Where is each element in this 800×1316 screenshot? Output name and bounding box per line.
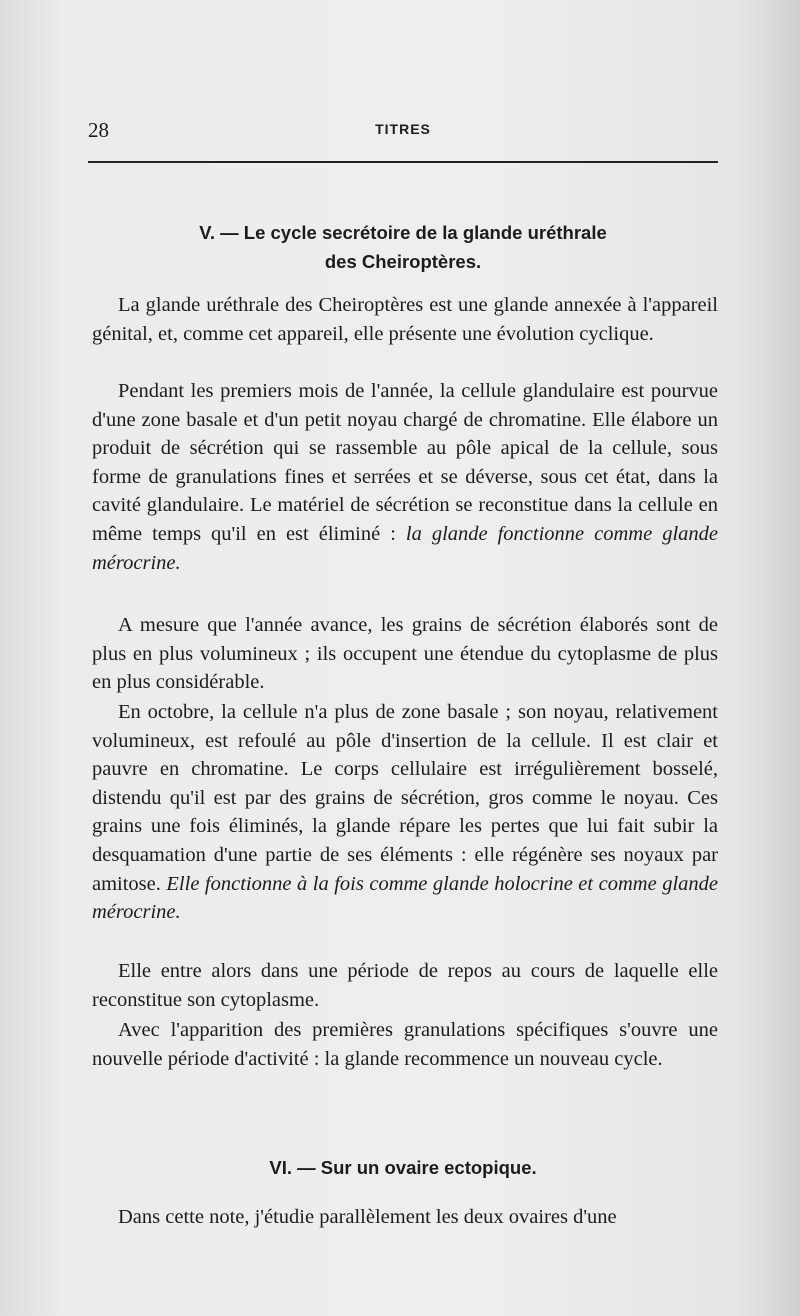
section-vi-title: VI. — Sur un ovaire ectopique. (269, 1157, 537, 1178)
section-vi-heading (88, 1153, 718, 1182)
page-number: 28 (88, 118, 109, 142)
paragraph-4-text: En octobre, la cellule n'a plus de zone basale ; son noyau, relativement volumineux, est refoulé au pôle d'insertion de la cellule. Il est clair et pauvre en chromatine. Le corps cellulaire est irrégulièrement bosselé, distendu qu'il est par des grains de sécrétion, gros comme le noyau. Ces grains une fois éliminés, la glande répare les pertes que lui fait subir la desquamation d'une partie de ses éléments : elle régénère ses noyaux par amitose. (92, 701, 718, 895)
header-rule (88, 161, 718, 163)
paragraph-3-text: A mesure que l'année avance, les grains de sécrétion élaborés sont de plus en plus volumineux ; ils occupent une étendue du cytoplasme de plus en plus considérable. (92, 614, 718, 694)
paragraph-4-italic: Elle fonctionne à la fois comme glande holocrine et comme glande mérocrine. (92, 872, 718, 924)
paragraph-5 (92, 957, 718, 1014)
section-v-title-line1: V. — Le cycle secrétoire de la glande uréthrale (199, 222, 607, 243)
section-v-title-line2: des Cheiroptères. (324, 251, 482, 272)
paragraph-7-text: Dans cette note, j'étudie parallèlement les deux ovaires d'une (118, 1206, 617, 1228)
paragraph-2 (92, 377, 718, 577)
page-header (88, 118, 718, 146)
paragraph-5-text: Elle entre alors dans une période de repos au cours de laquelle elle reconstitue son cytoplasme. (92, 960, 718, 1011)
paragraph-4 (92, 698, 718, 927)
paragraph-2-italic: la glande fonctionne comme glande mérocrine. (92, 522, 718, 574)
paragraph-2-text: Pendant les premiers mois de l'année, la cellule glandulaire est pourvue d'une zone basale et d'un petit noyau chargé de chromatine. Elle élabore un produit de sécrétion qui se rassemble au pôle apical de la cellule, sous forme de granulations fines et serrées et se déverse, sous cet état, dans la cavité glandulaire. Le matériel de sécrétion se reconstitue dans la cellule en même temps qu'il en est éliminé : (92, 380, 718, 545)
paragraph-1 (92, 291, 718, 348)
paragraph-7 (92, 1203, 718, 1232)
paragraph-6-text: Avec l'apparition des premières granulations spécifiques s'ouvre une nouvelle période d'activité : la glande recommence un nouveau cycle. (92, 1019, 718, 1070)
section-v-heading (88, 218, 718, 276)
running-title: TITRES (375, 121, 431, 137)
paragraph-3 (92, 611, 718, 697)
paragraph-1-text: La glande uréthrale des Cheiroptères est une glande annexée à l'appareil génital, et, comme cet appareil, elle présente une évolution cyclique. (92, 294, 718, 345)
paragraph-6 (92, 1016, 718, 1073)
